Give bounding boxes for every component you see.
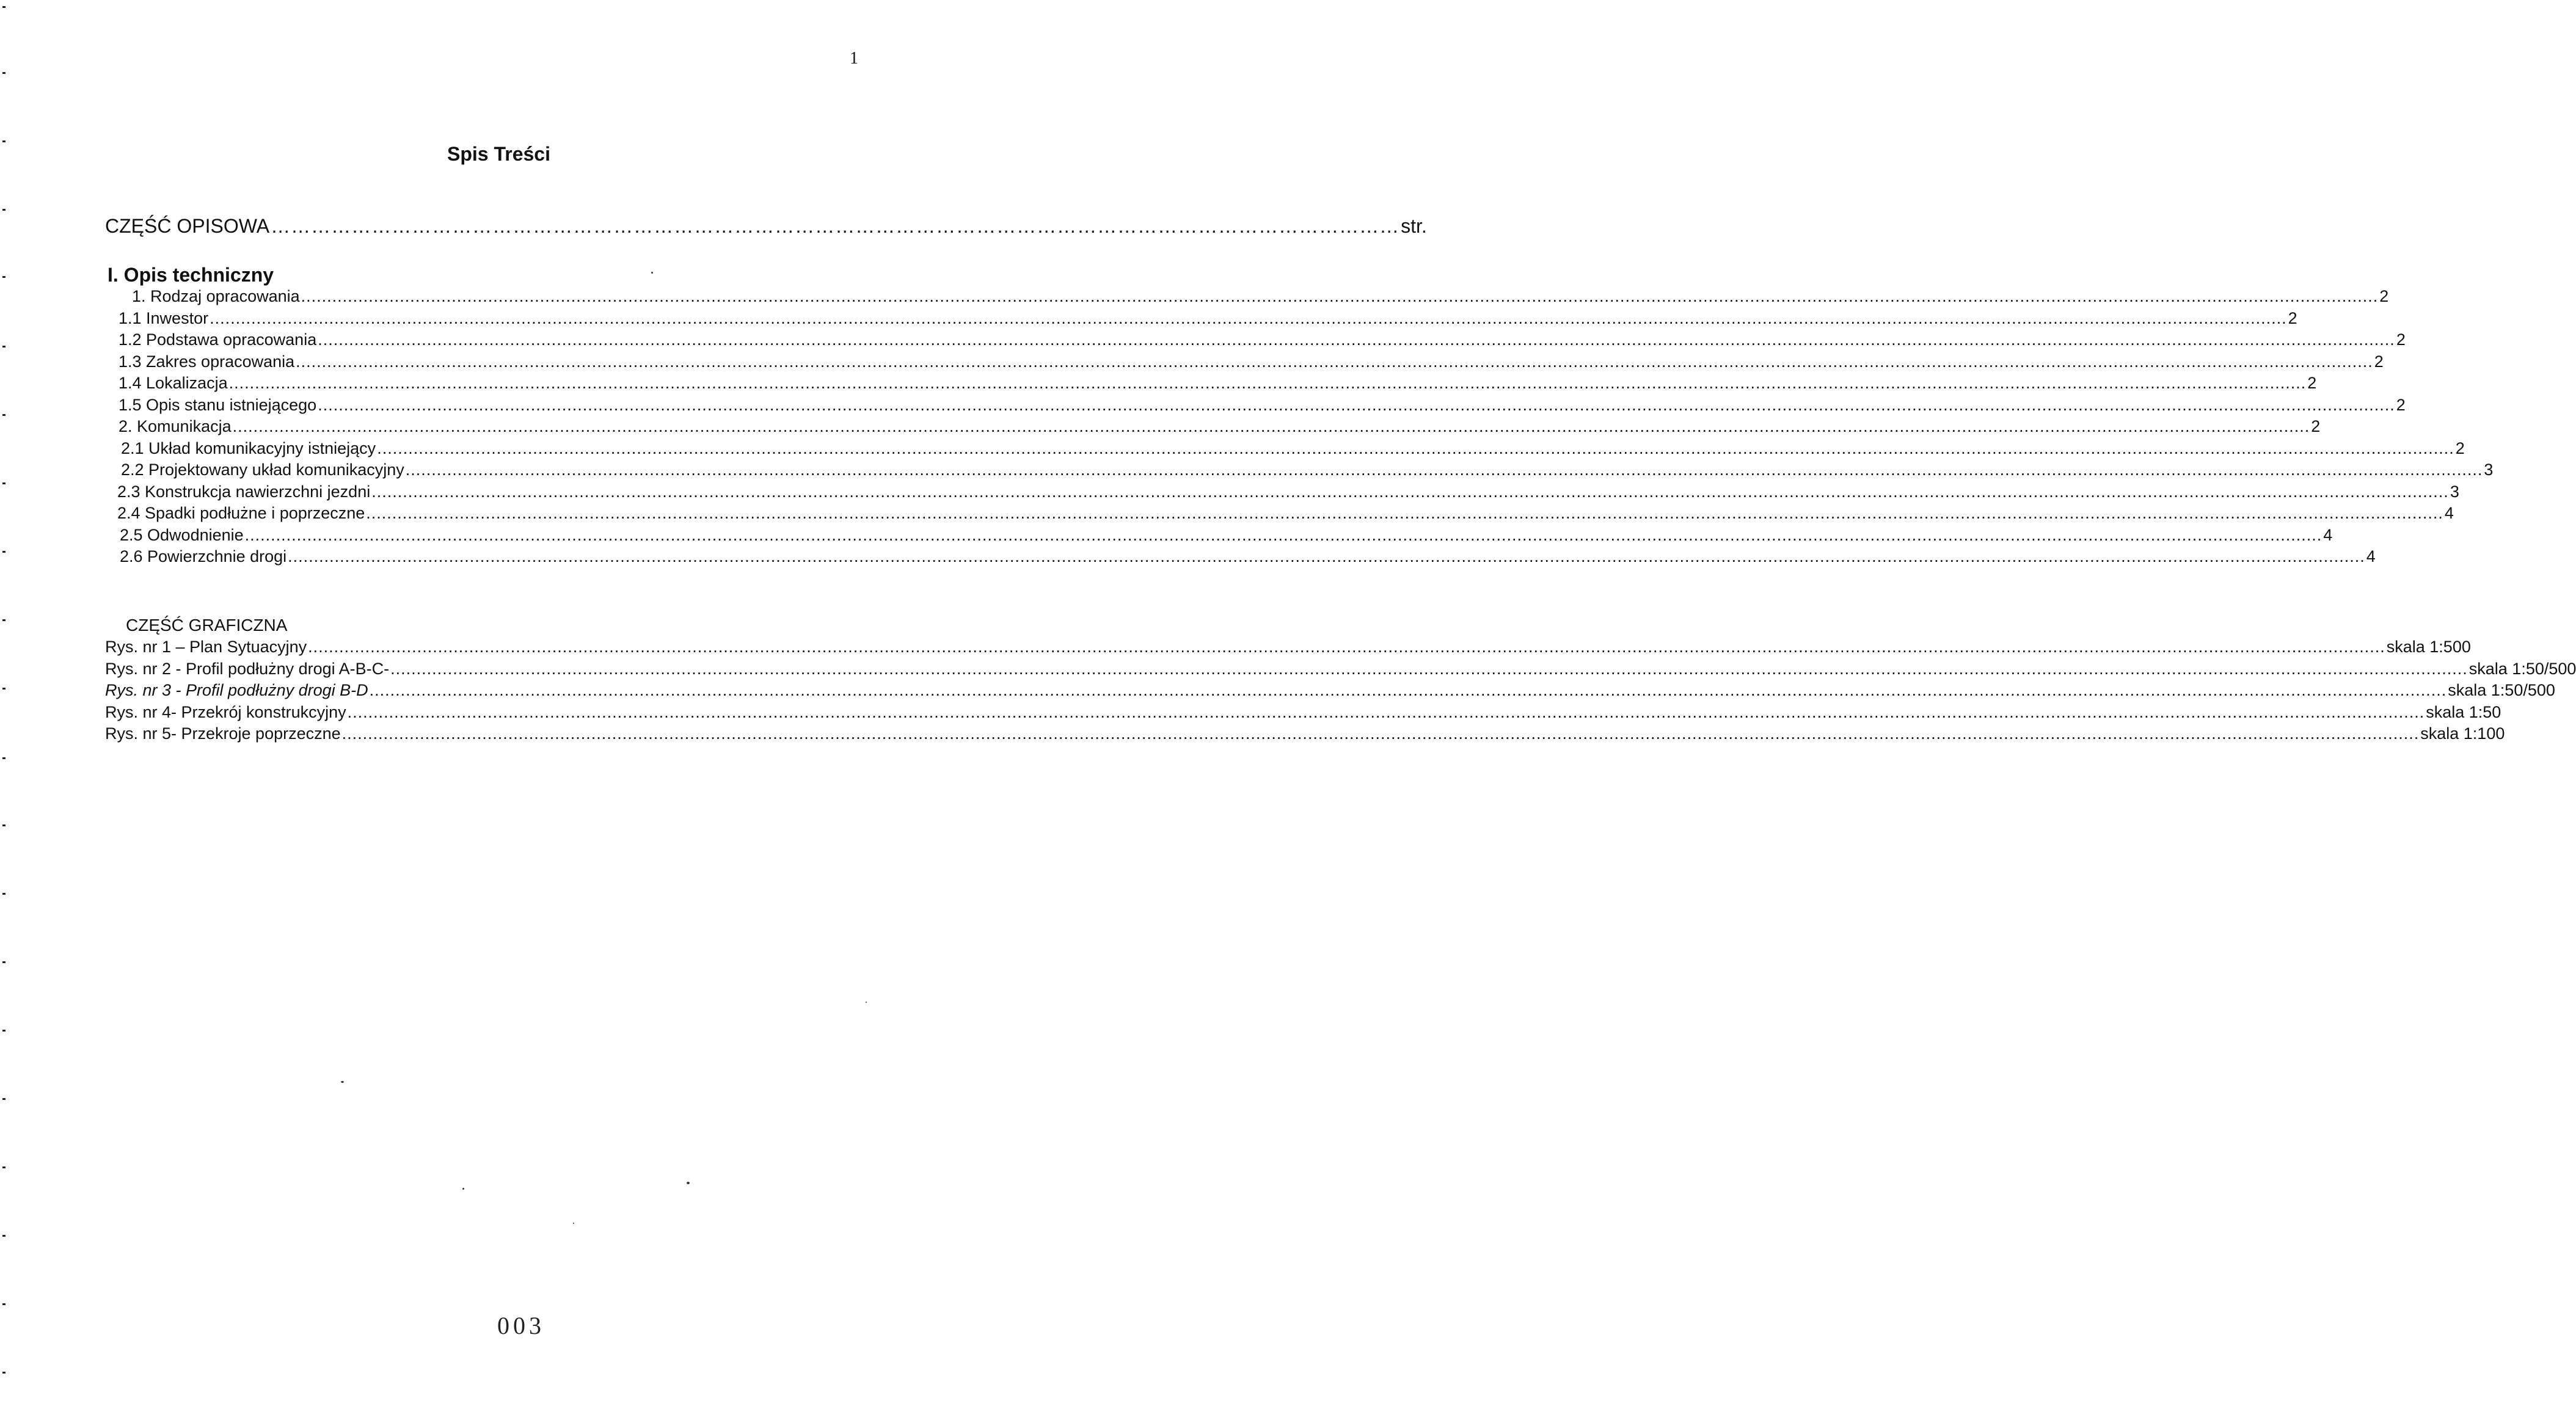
drawing-scale: skala 1:500 [2386, 638, 2471, 656]
drawing-scale: skala 1:50 [2426, 702, 2501, 721]
toc-item-label: 2. Komunikacja [119, 417, 232, 435]
toc-item-label: 2.1 Układ komunikacyjny istniejący [121, 439, 376, 457]
margin-tick [2, 1030, 5, 1032]
margin-tick [2, 1166, 5, 1168]
toc-item-page: 2 [2379, 287, 2389, 305]
toc-item-page: 4 [2323, 525, 2333, 544]
scan-speck [341, 1081, 344, 1083]
dot-leader: ................................................................................................................................................................................................................................................................................................................................................................................................................ [366, 504, 2443, 522]
toc-opisowa-row [105, 215, 1427, 238]
dot-leader: ................................................................................................................................................................................................................................................................................................................................................................................................................ [371, 482, 2449, 501]
drawing-item [105, 724, 2505, 743]
drawing-item [105, 681, 2555, 700]
toc-item-page: 2 [2374, 352, 2384, 371]
margin-tick [2, 140, 5, 142]
drawing-scale: skala 1:50/500 [2448, 681, 2555, 699]
dot-leader: ................................................................................................................................................................................................................................................................................................................................................................................................................ [369, 681, 2447, 699]
toc-item-page: 2 [2396, 395, 2406, 414]
dot-leader: ................................................................................................................................................................................................................................................................................................................................................................................................................ [405, 460, 2483, 479]
toc-item [119, 417, 2321, 436]
margin-tick [2, 1303, 5, 1305]
toc-item [119, 308, 2297, 328]
toc-item-page: 2 [2396, 330, 2406, 349]
scan-speck [866, 1002, 867, 1003]
toc-item-label: 1. Rodzaj opracowania [132, 287, 300, 305]
margin-marks [0, 0, 12, 1412]
toc-item-label: 1.4 Lokalizacja [119, 374, 228, 392]
section-heading: I. Opis techniczny [108, 264, 274, 286]
toc-item [121, 460, 2494, 479]
toc-item [117, 504, 2454, 523]
toc-item-page: 2 [2455, 439, 2465, 457]
toc-item [121, 439, 2465, 458]
toc-item-label: 2.5 Odwodnienie [120, 525, 244, 544]
dot-leader: ................................................................................................................................................................................................................................................................................................................................................................................................................ [390, 659, 2468, 678]
drawing-label: Rys. nr 3 - Profil podłużny drogi B-D [105, 681, 368, 699]
scan-speck [651, 272, 653, 274]
drawing-label: Rys. nr 1 – Plan Sytuacyjny [105, 638, 307, 656]
margin-tick [2, 1235, 5, 1237]
toc-item-page: 4 [2366, 547, 2376, 566]
margin-tick [2, 6, 5, 8]
drawing-label: Rys. nr 2 - Profil podłużny drogi A-B-C- [105, 659, 390, 678]
toc-item-page: 2 [2288, 308, 2297, 327]
margin-tick [2, 619, 5, 621]
toc-item-label: 2.2 Projektowany układ komunikacyjny [121, 460, 404, 479]
page-number: 1 [850, 49, 858, 68]
margin-tick [2, 757, 5, 759]
toc-item [120, 525, 2333, 545]
margin-tick [2, 72, 5, 74]
margin-tick [2, 893, 5, 895]
toc-item [119, 374, 2317, 393]
dot-leader: ................................................................................................................................................................................................................................................................................................................................................................................................................ [232, 417, 2310, 435]
dot-leader: ................................................................................................................................................................................................................................................................................................................................................................................................................ [318, 395, 2395, 414]
toc-item [119, 395, 2406, 415]
drawing-item [105, 659, 2576, 679]
dot-leader: ................................................................................................................................................................................................................................................................................................................................................................................................................ [288, 547, 2365, 566]
toc-item-label: 2.6 Powierzchnie drogi [120, 547, 287, 566]
margin-tick [2, 1372, 5, 1374]
dot-leader: ................................................................................................................................................................................................................................................................................................................................................................................................................ [347, 702, 2425, 721]
toc-item-label: 2.4 Spadki podłużne i poprzeczne [117, 504, 365, 522]
margin-tick [2, 346, 5, 348]
margin-tick [2, 688, 5, 690]
toc-item [120, 547, 2376, 566]
toc-item-label: 1.3 Zakres opracowania [119, 352, 295, 371]
toc-item-page: 3 [2450, 482, 2459, 501]
toc-item [117, 482, 2459, 501]
margin-tick [2, 824, 5, 826]
toc-item-label: 1.5 Opis stanu istniejącego [119, 395, 317, 414]
dot-leader: ................................................................................................................................................................................................................................................................................................................................................................................................................ [228, 374, 2307, 392]
dot-leader: ................................................................................................................................................................................................................................................................................................................................................................................................................ [244, 525, 2322, 544]
drawing-label: Rys. nr 5- Przekroje poprzeczne [105, 724, 341, 743]
toc-item [132, 287, 2389, 306]
margin-tick [2, 209, 5, 211]
toc-item-label: 2.3 Konstrukcja nawierzchni jezdni [117, 482, 371, 501]
toc-item [119, 330, 2406, 349]
margin-tick [2, 482, 5, 484]
drawing-item [105, 638, 2471, 657]
toc-item-page: 4 [2444, 504, 2454, 522]
margin-tick [2, 276, 5, 278]
dot-leader: ................................................................................................................................................................................................................................................................................................................................................................................................................ [377, 439, 2454, 457]
toc-item [119, 352, 2384, 371]
toc-item-label: 1.2 Podstawa opracowania [119, 330, 317, 349]
margin-tick [2, 551, 5, 553]
scan-speck [573, 1223, 574, 1224]
opisowa-page-label: str. [1401, 215, 1427, 237]
drawing-scale: skala 1:100 [2420, 724, 2505, 743]
drawing-label: Rys. nr 4- Przekrój konstrukcyjny [105, 702, 346, 721]
margin-tick [2, 1098, 5, 1100]
graficzna-heading: CZĘŚĆ GRAFICZNA [126, 616, 288, 635]
toc-item-page: 3 [2484, 460, 2494, 479]
footer-code: 003 [497, 1312, 545, 1339]
drawing-item [105, 702, 2501, 722]
page-title: Spis Treści [447, 143, 550, 165]
dot-leader: ................................................................................................................................................................................................................................................................................................................................................................................................................ [301, 287, 2379, 305]
dot-leader: ................................................................................................................................................................................................................................................................................................................................................................................................................ [341, 724, 2420, 743]
margin-tick [2, 961, 5, 963]
dot-leader: …………………………………………………………………………………………………………………………………………………… [271, 215, 1400, 237]
toc-item-page: 2 [2311, 417, 2321, 435]
scan-speck [462, 1188, 464, 1190]
opisowa-label: CZĘŚĆ OPISOWA [105, 215, 270, 237]
scan-speck [687, 1182, 690, 1184]
dot-leader: ................................................................................................................................................................................................................................................................................................................................................................................................................ [318, 330, 2395, 349]
dot-leader: ................................................................................................................................................................................................................................................................................................................................................................................................................ [210, 308, 2287, 327]
drawing-scale: skala 1:50/500 [2468, 659, 2576, 678]
toc-item-label: 1.1 Inwestor [119, 308, 209, 327]
dot-leader: ................................................................................................................................................................................................................................................................................................................................................................................................................ [296, 352, 2373, 371]
toc-item-page: 2 [2307, 374, 2317, 392]
dot-leader: ................................................................................................................................................................................................................................................................................................................................................................................................................ [308, 638, 2385, 656]
margin-tick [2, 414, 5, 416]
